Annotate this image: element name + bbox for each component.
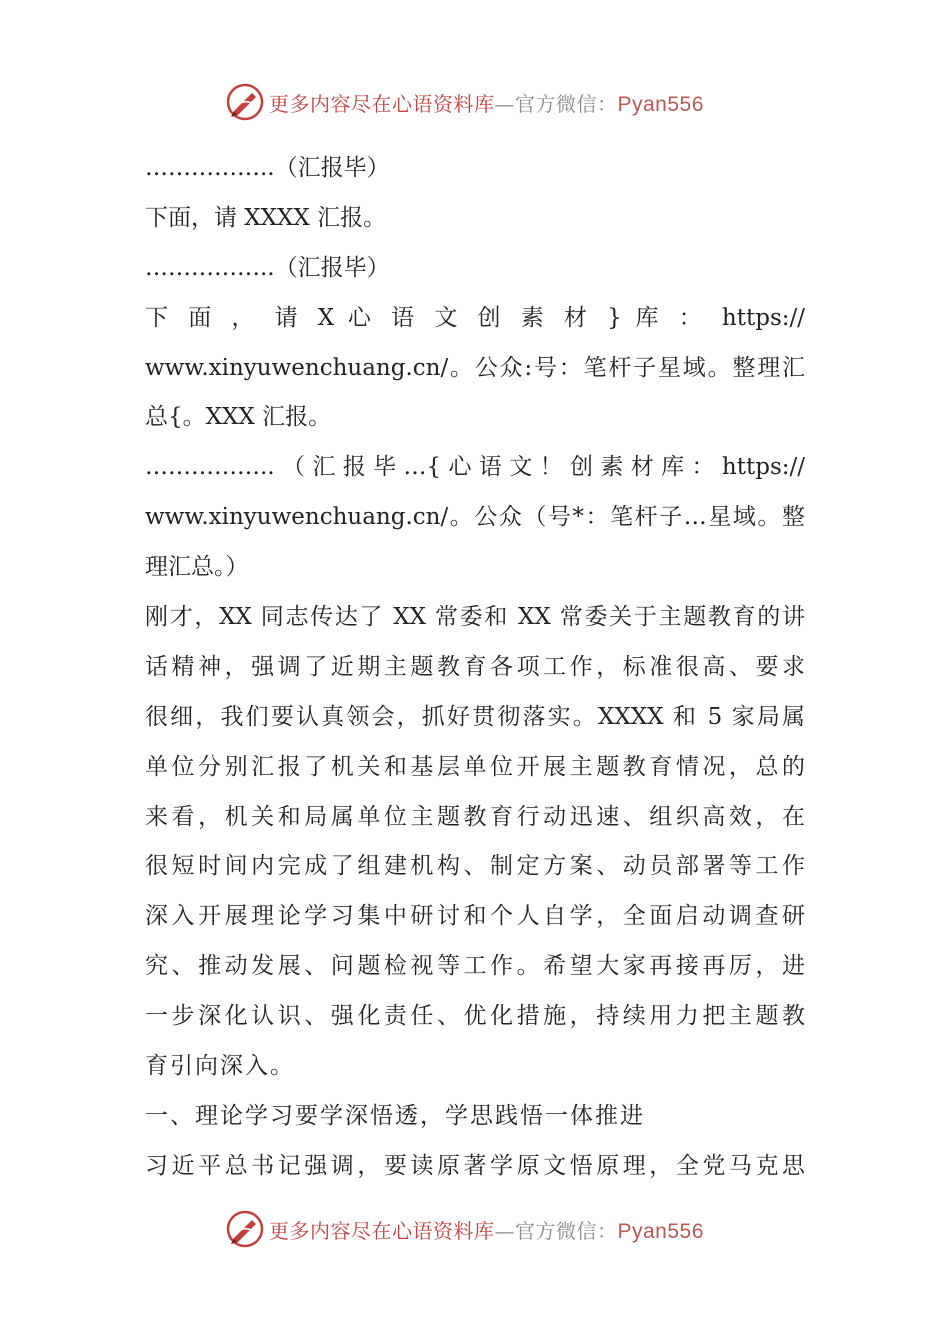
paragraph-line: 育引向深入。 xyxy=(145,1053,295,1080)
pen-logo-icon xyxy=(225,82,265,122)
pen-logo-icon xyxy=(225,1209,265,1249)
text-line: ……………..（汇报毕…{心语文！创素材库：https:// xyxy=(145,454,805,481)
paragraph-line: 单位分别汇报了机关和基层单位开展主题教育情况，总的 xyxy=(145,753,805,780)
paragraph-line: 一步深化认识、强化责任、优化措施，持续用力把主题教 xyxy=(145,1003,805,1030)
paragraph-line: 刚才，XX 同志传达了 XX 常委和 XX 常委关于主题教育的讲 xyxy=(145,604,805,631)
header-banner xyxy=(225,80,704,124)
text-line: ……………..（汇报毕） xyxy=(145,254,390,281)
footer-banner xyxy=(225,1207,704,1251)
header-text: 更多内容尽在心语资料库—官方微信：Pyan556 xyxy=(269,91,704,116)
text-line: 下 面 ， 请 X 心 语 文 创 素 材 } 库 ： https:// xyxy=(145,304,805,331)
text-line: 下面，请 XXXX 汇报。 xyxy=(145,204,387,231)
paragraph-line: 习近平总书记强调，要读原著学原文悟原理，全党马克思 xyxy=(145,1152,805,1179)
document-body xyxy=(145,144,805,1192)
paragraph-line: 来看，机关和局属单位主题教育行动迅速、组织高效，在 xyxy=(145,803,805,830)
text-line: www.xinyuwenchuang.cn/。公众:号：笔杆子星域。整理汇 xyxy=(145,354,805,381)
footer-text: 更多内容尽在心语资料库—官方微信：Pyan556 xyxy=(269,1218,704,1243)
paragraph-line: 深入开展理论学习集中研讨和个人自学，全面启动调查研 xyxy=(145,903,805,930)
paragraph-line: 很短时间内完成了组建机构、制定方案、动员部署等工作 xyxy=(145,853,805,880)
paragraph-line: 究、推动发展、问题检视等工作。希望大家再接再厉，进 xyxy=(145,953,805,980)
text-line: 总{。XXX 汇报。 xyxy=(145,404,332,431)
paragraph-line: 很细，我们要认真领会，抓好贯彻落实。XXXX 和 5 家局属 xyxy=(145,703,805,730)
paragraph-line: 话精神，强调了近期主题教育各项工作，标准很高、要求 xyxy=(145,653,805,680)
text-line: ……………..（汇报毕） xyxy=(145,155,390,181)
text-line: 理汇总。） xyxy=(145,554,249,581)
section-heading: 一、理论学习要学深悟透，学思践悟一体推进 xyxy=(145,1102,645,1129)
text-line: www.xinyuwenchuang.cn/。公众（号*：笔杆子…星域。整 xyxy=(145,504,805,531)
